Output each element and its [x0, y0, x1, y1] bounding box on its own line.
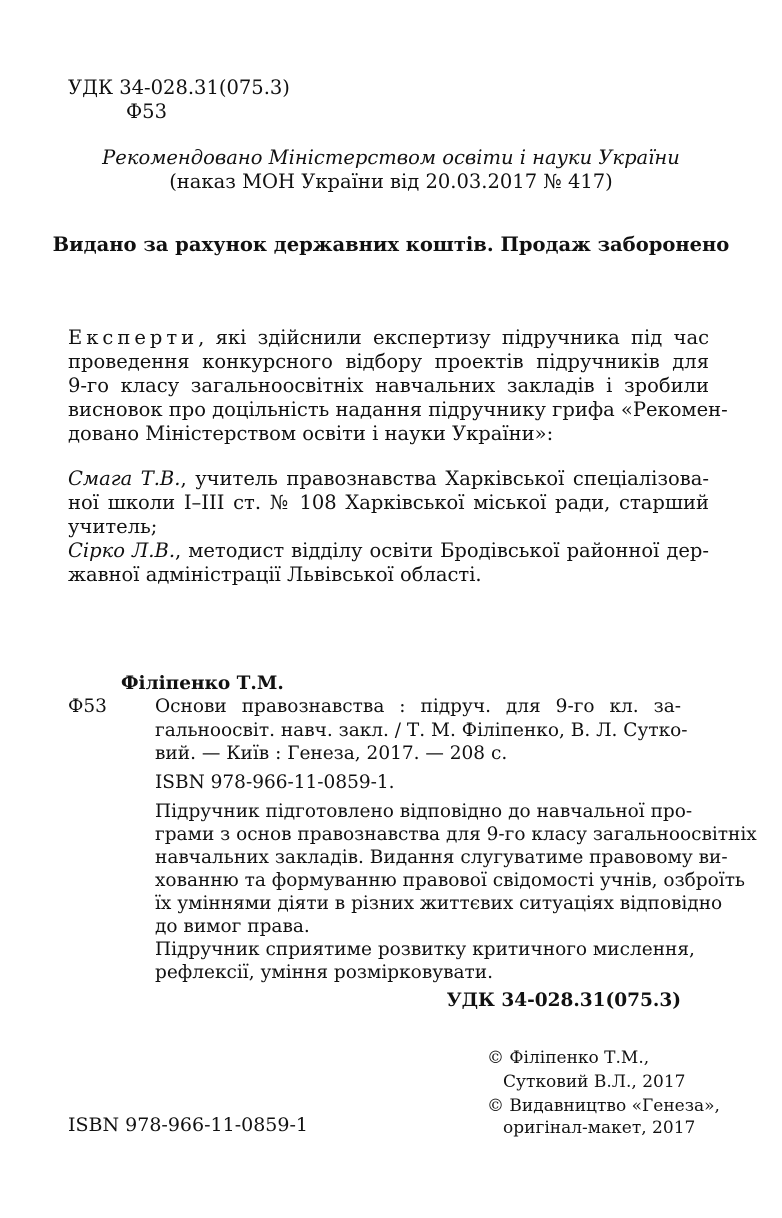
catalog-title-line-3: вий. — Київ : Генеза, 2017. — 208 с.: [155, 743, 508, 764]
experts-label: Експерти: [68, 326, 199, 349]
abstract-line-7: Підручник сприятиме розвитку критичного мислення,: [155, 939, 695, 960]
abstract-line-5: їх уміннями діяти в різних життєвих ситуаціях відповідно: [155, 893, 723, 914]
expert-2-line-1: Сірко Л.В., методист відділу освіти Бродівської районної дер-: [68, 539, 709, 562]
expert-2-name: Сірко Л.В.: [68, 539, 176, 562]
experts-line-4: висновок про доцільність надання підручнику грифа «Рекомен-: [68, 398, 728, 421]
abstract-line-8: рефлексії, уміння розмірковувати.: [155, 962, 494, 983]
catalog-author: Філіпенко Т.М.: [121, 673, 284, 694]
free-distribution-notice: Видано за рахунок державних коштів. Продаж заборонено: [52, 233, 730, 256]
experts-line-5: довано Міністерством освіти і науки України»:: [68, 422, 554, 445]
abstract-line-2: грами з основ правознавства для 9-го класу загальноосвітніх: [155, 824, 757, 845]
abstract-line-6: до вимог права.: [155, 916, 310, 937]
expert-1-line-2: ної школи І–ІІІ ст. № 108 Харківської міської ради, старший: [68, 491, 709, 514]
recommendation-line: Рекомендовано Міністерством освіти і науки України: [102, 146, 680, 169]
catalog-udk: УДК 34-028.31(075.3): [446, 990, 681, 1011]
copyright-line-1: © Філіпенко Т.М.,: [487, 1048, 650, 1068]
catalog-code: Ф53: [68, 696, 107, 717]
udk-code: УДК 34-028.31(075.3): [68, 76, 290, 99]
experts-line-1: Експерти, які здійснили експертизу підручника під час: [68, 326, 709, 349]
experts-line-2: проведення конкурсного відбору проектів підручників для: [68, 350, 709, 373]
catalog-title-line-1: Основи правознавства : підруч. для 9-го кл. за-: [155, 696, 681, 717]
copyright-line-4: оригінал-макет, 2017: [503, 1118, 696, 1138]
ministry-order: (наказ МОН України від 20.03.2017 № 417): [169, 170, 613, 193]
experts-line-3: 9-го класу загальноосвітніх навчальних закладів і зробили: [68, 374, 709, 397]
expert-1-line-1: Смага Т.В., учитель правознавства Харківської спеціалізова-: [68, 467, 709, 490]
copyright-line-3: © Видавництво «Генеза»,: [487, 1096, 720, 1116]
abstract-line-4: хованню та формуванню правової свідомості учнів, озброїть: [155, 870, 745, 891]
catalog-title-line-2: гальноосвіт. навч. закл. / Т. М. Філіпенко, В. Л. Сутко-: [155, 720, 688, 741]
abstract-line-3: навчальних закладів. Видання слугуватиме правовому ви-: [155, 847, 728, 868]
copyright-line-2: Сутковий В.Л., 2017: [503, 1072, 686, 1092]
catalog-isbn: ISBN 978-966-11-0859-1.: [155, 772, 395, 793]
author-mark: Ф53: [126, 100, 167, 123]
abstract-line-1: Підручник підготовлено відповідно до навчальної про-: [155, 801, 693, 822]
expert-1-line-3: учитель;: [68, 515, 158, 538]
expert-2-line-2: жавної адміністрації Львівської області.: [68, 563, 482, 586]
expert-1-name: Смага Т.В.: [68, 467, 181, 490]
footer-isbn: ISBN 978-966-11-0859-1: [68, 1114, 308, 1136]
